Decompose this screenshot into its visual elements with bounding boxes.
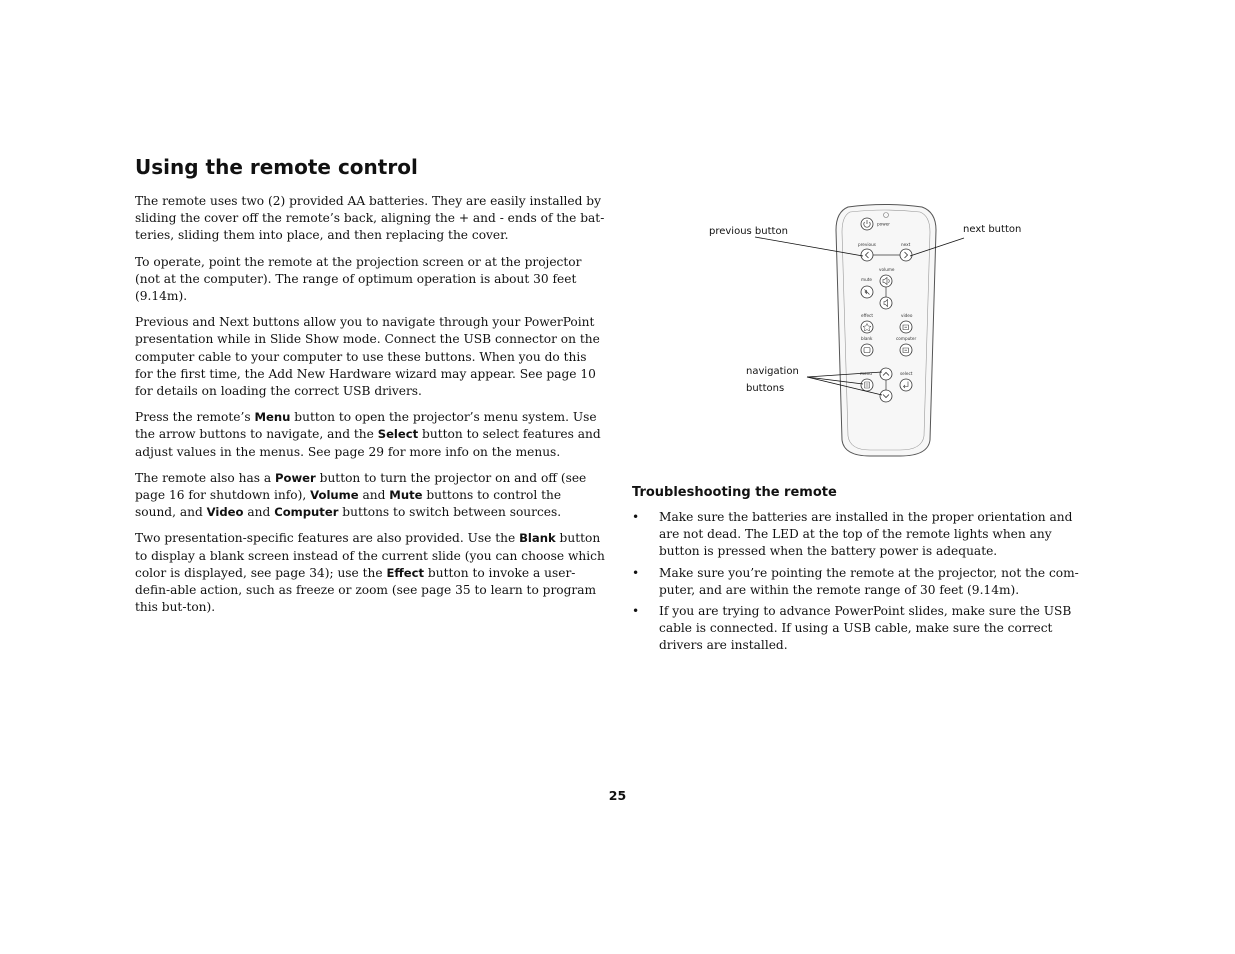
keyword-blank: Blank [519,531,556,546]
blank-button-icon [861,344,873,356]
callout-buttons: buttons [746,383,785,394]
callout-navigation: navigation [746,366,799,377]
label-effect: effect [861,313,873,318]
label-previous: previous [858,242,876,247]
label-volume: volume [879,267,895,272]
remote-body [836,205,936,457]
next-button-icon [900,249,912,261]
text-span: button to display a blank screen instead of the current slide (you can choose which color is displayed, see page 34); use the [135,531,605,580]
list-item [632,565,1092,599]
list-item [632,603,1092,655]
text-span: Press the remote’s [135,410,255,425]
keyword-computer: Computer [274,505,339,520]
down-arrow-button-icon [880,390,892,402]
text-span: buttons to control the sound, and [135,488,562,520]
up-arrow-button-icon [880,368,892,380]
label-power: power [877,221,890,227]
list-item-text: Make sure you’re pointing the remote at the projector, not the com-puter, and are within the remote range of 30 feet (9.14m). [659,565,1079,597]
volume-up-icon [880,275,892,287]
list-item-text: Make sure the batteries are installed in the proper orientation and are not dead. The LED at the top of the remote lights when any button is pressed when the battery power is adequate. [659,510,1073,559]
text-span: button to open the projector’s menu system. Use the arrow buttons to navigate, and the [135,410,597,442]
list-item-text: If you are trying to advance PowerPoint slides, make sure the USB cable is connected. If using a USB cable, make sure the correct drivers are installed. [659,604,1072,653]
body-text [135,193,605,625]
label-mute: mute [861,277,872,282]
volume-down-icon [880,297,892,309]
text-span: The remote also has a [135,470,275,485]
keyword-mute: Mute [389,488,423,503]
paragraph-power [135,470,605,522]
keyword-effect: Effect [386,565,425,580]
list-item [632,509,1092,561]
bullet-icon: • [632,565,640,580]
label-computer: computer [896,336,917,341]
callout-next-button: next button [963,224,1022,235]
label-next: next [901,242,911,247]
select-button-icon [900,379,912,391]
page-heading: Using the remote control [135,155,418,179]
label-blank: blank [861,336,873,341]
label-select: select [900,371,913,376]
paragraph-menu [135,409,605,461]
paragraph-previous-next: Previous and Next buttons allow you to navigate through your PowerPoint presentation while in Slide Show mode. Connect the USB connector on the computer cable to your computer to use these buttons. When you do this for the first time, the Add New Hardware wizard may appear. See page 10 for details on loading the correct USB drivers. [135,315,600,399]
remote-control-illustration [700,200,1040,460]
callout-previous-button: previous button [709,226,788,237]
bullet-icon: • [632,510,640,524]
label-menu: menu [860,371,872,376]
keyword-video: Video [206,505,244,520]
previous-button-icon [861,249,873,261]
text-span: and [243,505,275,520]
menu-button-icon [861,379,873,391]
bullet-icon: • [632,604,640,619]
keyword-power: Power [275,470,316,485]
text-span: button to select features and adjust values in the menus. See page 29 for more info on the menus. [135,427,601,459]
label-video: video [901,313,913,318]
text-span: and [358,488,390,503]
troubleshooting-heading: Troubleshooting the remote [632,485,837,500]
keyword-menu: Menu [254,410,291,425]
text-span: Two presentation-specific features are also provided. Use the [135,531,520,546]
text-span: button to invoke a user-defin-able action, such as freeze or zoom (see page 35 to learn to program this but-ton). [135,565,597,615]
text-span: button to turn the projector on and off (see page 16 for shutdown info), [135,470,587,503]
remote-control-figure [700,200,1040,460]
keyword-volume: Volume [310,488,359,503]
text-span: buttons to switch between sources. [338,505,562,520]
troubleshooting-list [632,509,1092,659]
page-number: 25 [608,788,627,803]
paragraph-batteries: The remote uses two (2) provided AA batteries. They are easily installed by sliding the cover off the remote’s back, aligning the + and - ends of the bat-teries, sliding them into place, and then replacing the cover. [135,194,605,243]
effect-button-icon [861,321,873,333]
paragraph-blank-effect [135,530,605,616]
keyword-select: Select [377,427,419,442]
paragraph-operation: To operate, point the remote at the projection screen or at the projector (not at the computer). The range of optimum operation is about 30 feet (9.14m). [135,254,582,304]
